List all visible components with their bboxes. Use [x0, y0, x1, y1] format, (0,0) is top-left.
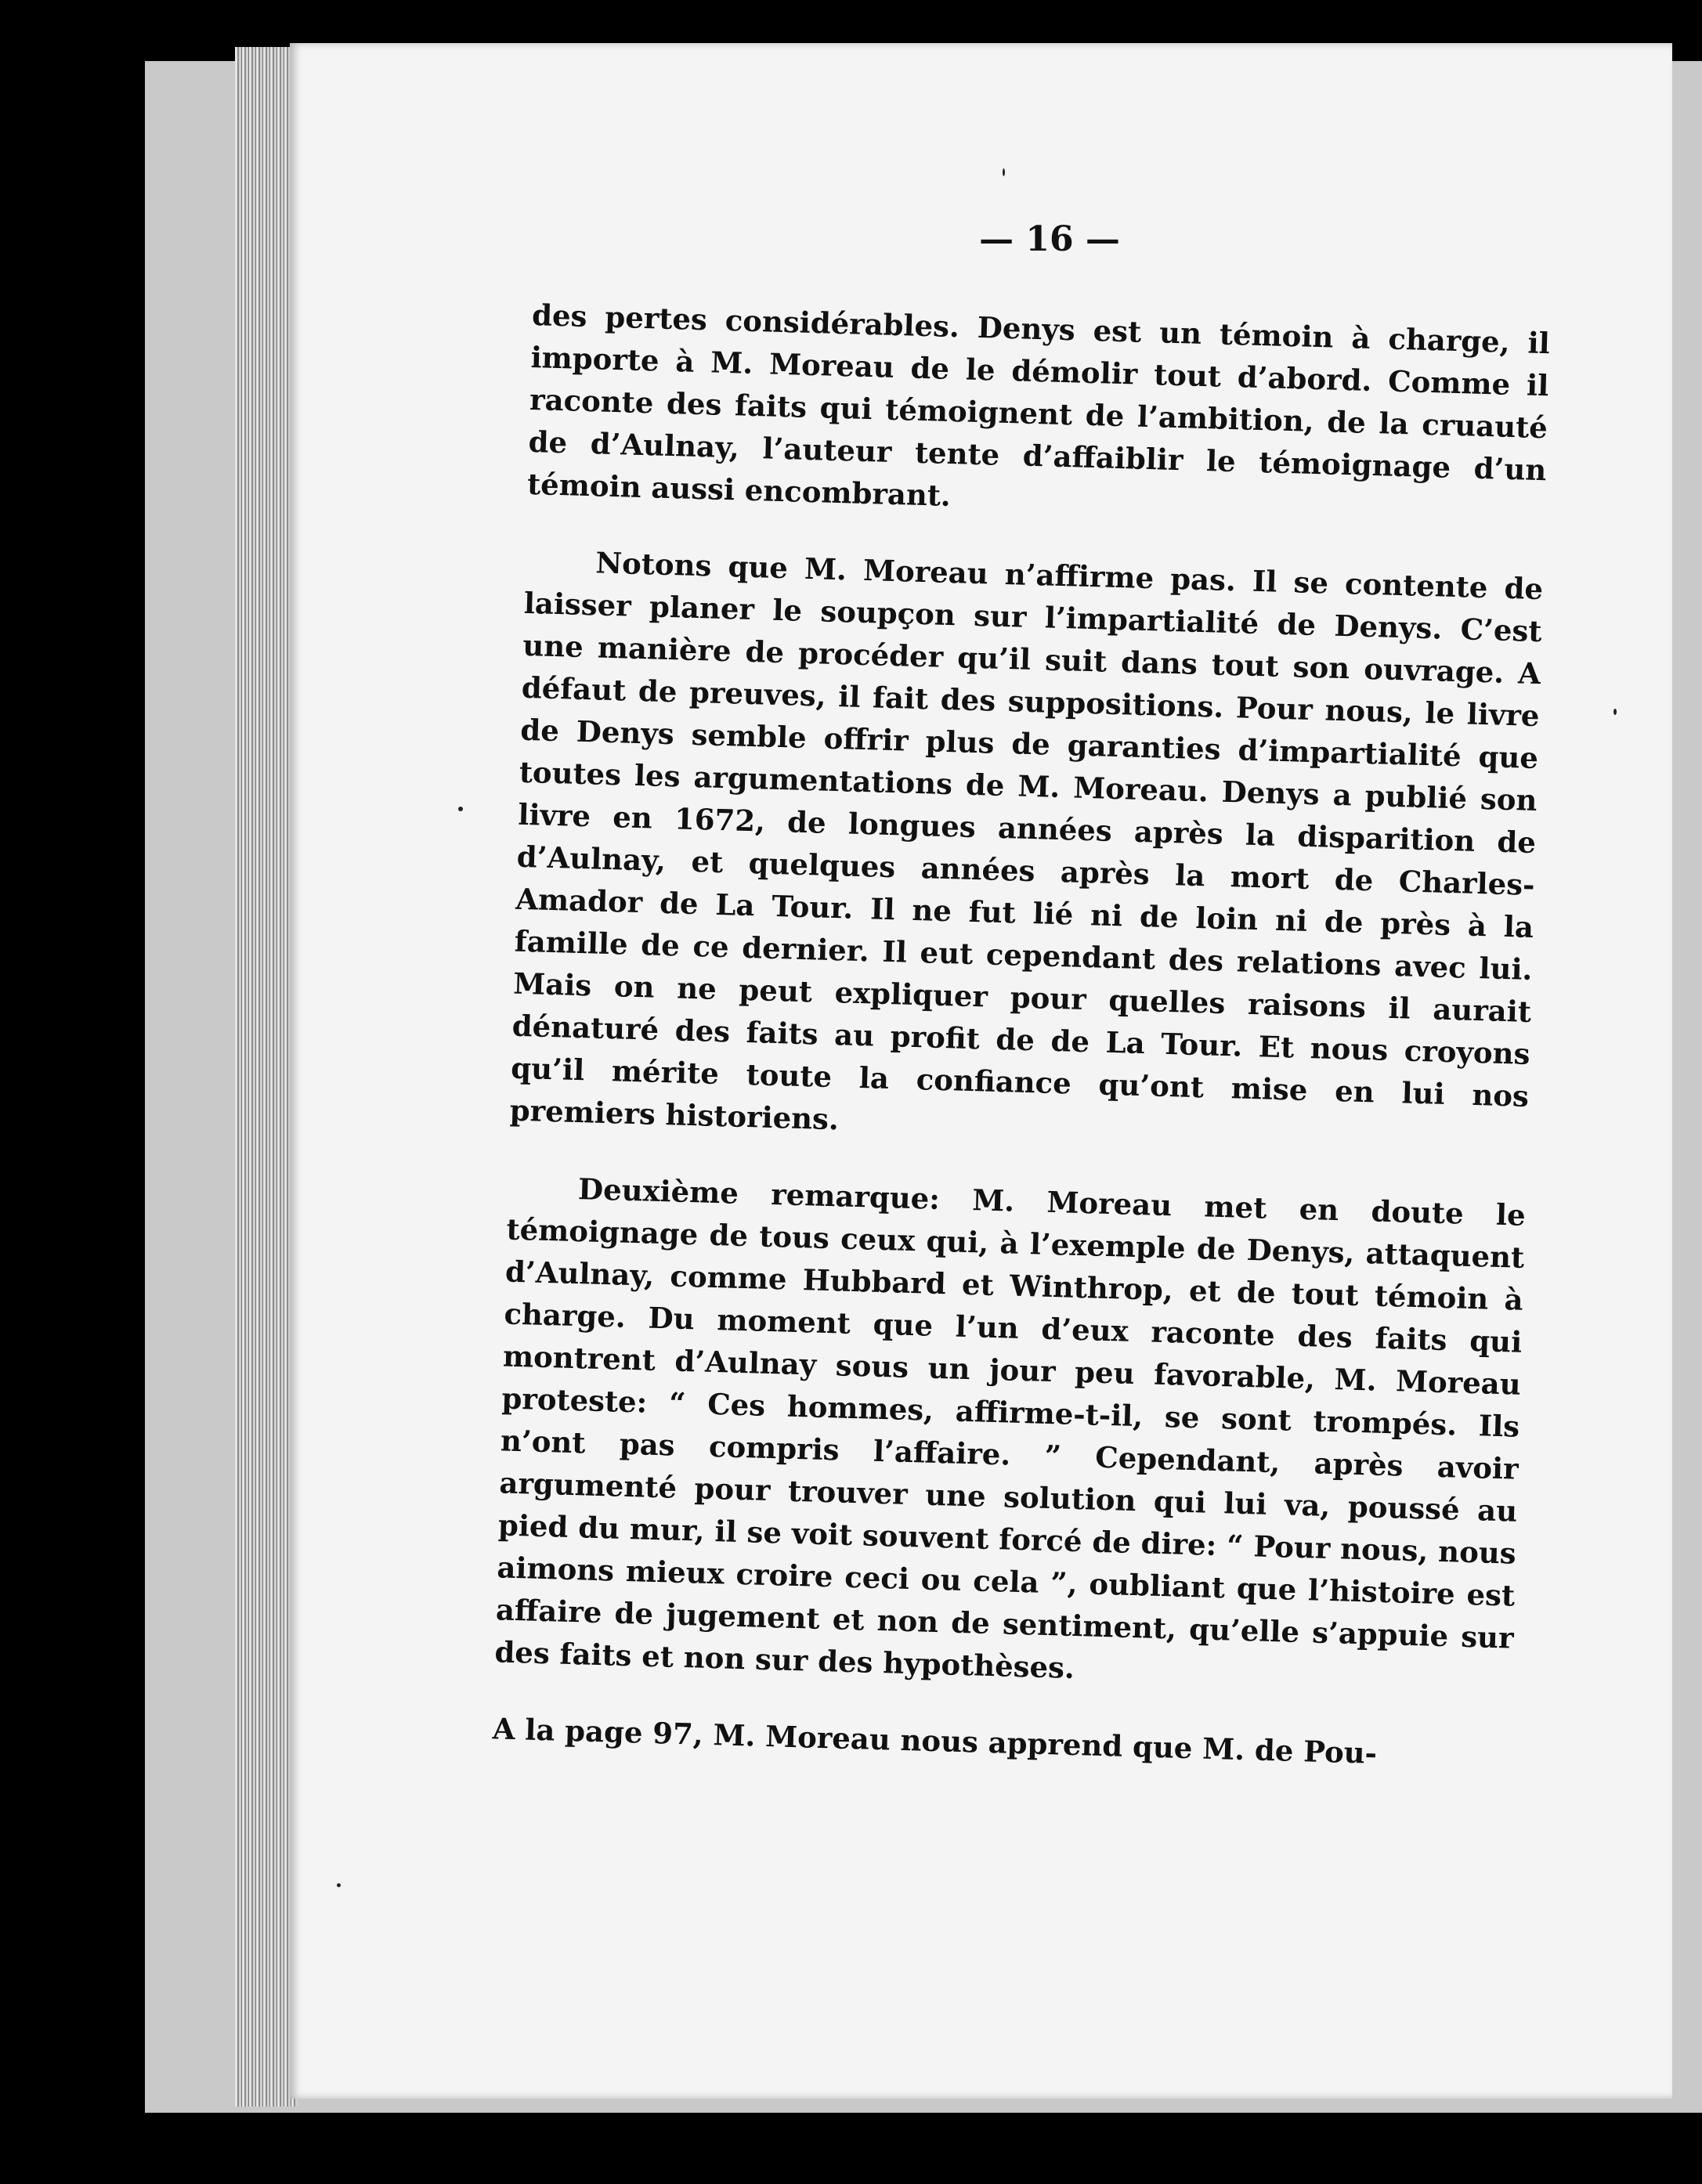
paragraph-1: des pertes considérables. Denys est un témoin à charge, il importe à M. Moreau de le démolir tout d’abord. Comme il raconte des faits qui témoignent de l’ambition, de la cruauté de d’Aulnay, l’auteur tente d’affaiblir le témoignage d’un témoin aussi encombrant. — [526, 297, 1551, 513]
scan-speck — [458, 807, 463, 811]
book-page-edges — [235, 47, 298, 2106]
scan-speck — [1003, 168, 1005, 176]
scan-speck — [337, 1883, 341, 1887]
scan-speck — [1613, 709, 1617, 715]
paragraph-3: Deuxième remarque: M. Moreau met en doute le témoignage de tous ceux qui, à l’exemple de Denys, attaquent d’Aulnay, comme Hubbard et Winthrop, et de tout témoin à charge. Du moment que l’un d’eux raconte des faits qui montrent d’Aulnay sous un jour peu favorable, M. Moreau proteste: “ Ces hommes, affirme-t-il, se sont trompés. Ils n’ont pas compris l’affaire. ” Cependant, après avoir argumenté pour trouver une solution qui lui va, poussé au pied du mur, il se voit souvent forcé de dire: “ Pour nous, nous aimons mieux croire ceci ou cela ”, oubliant que l’histoire est affaire de jugement et non de sentiment, qu’elle s’appuie sur des faits et non sur des hypothèses. — [493, 1171, 1527, 1685]
paragraph-4: A la page 97, M. Moreau nous apprend que M. de Pou- — [492, 1711, 1378, 1771]
paragraph-2: Notons que M. Moreau n’affirme pas. Il se contente de laisser planer le soupçon sur l’impartialité de Denys. C’est une manière de procéder qu’il suit dans tout son ouvrage. A défaut de preuves, il fait des suppositions. Pour nous, le livre de Denys semble offrir plus de garanties d’impartialité que toutes les argumentations de M. Moreau. Denys a publié son livre en 1672, de longues années après la disparition de d’Aulnay, et quelques années après la mort de Charles-Amador de La Tour. Il ne fut lié ni de loin ni de près à la famille de ce dernier. Il eut cependant des relations avec lui. Mais on ne peut expliquer pour quelles raisons il aurait dénaturé des faits au profit de de La Tour. Et nous croyons qu’il mérite toute la confiance qu’ont mise en lui nos premiers historiens. — [509, 545, 1544, 1137]
page-number: — 16 — — [979, 219, 1120, 259]
body-text — [492, 294, 1550, 1778]
